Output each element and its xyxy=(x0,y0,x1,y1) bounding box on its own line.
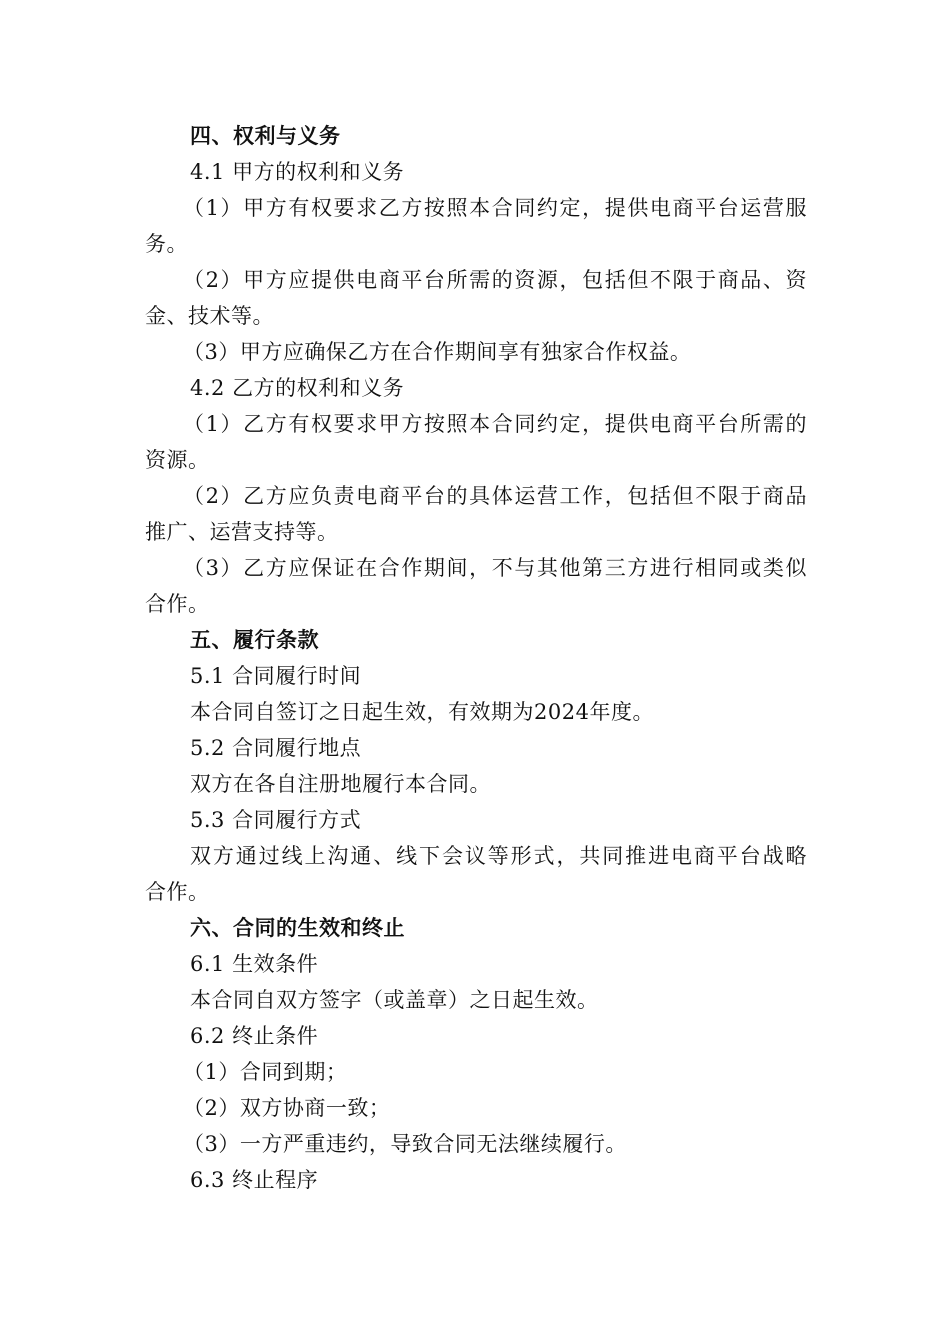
clause-b1-line1: （1）乙方有权要求甲方按照本合同约定，提供电商平台所需的 xyxy=(183,412,807,436)
clause-a2-line2: 金、技术等。 xyxy=(145,304,274,328)
clause-b2-line1: （2）乙方应负责电商平台的具体运营工作，包括但不限于商品 xyxy=(183,484,807,508)
clause-b2-line2: 推广、运营支持等。 xyxy=(145,520,339,544)
subsection-title-performance-place: 5.2 合同履行地点 xyxy=(190,736,362,760)
subsection-title-termination-conditions: 6.2 终止条件 xyxy=(190,1024,319,1048)
clause-a3: （3）甲方应确保乙方在合作期间享有独家合作权益。 xyxy=(183,340,692,364)
clause-a2-line1: （2）甲方应提供电商平台所需的资源，包括但不限于商品、资 xyxy=(183,268,807,292)
subsection-title-party-a: 4.1 甲方的权利和义务 xyxy=(190,160,405,184)
clause-b3-line2: 合作。 xyxy=(145,592,210,616)
paragraph-performance-time: 本合同自签订之日起生效，有效期为2024年度。 xyxy=(190,700,654,724)
paragraph-performance-method-line2: 合作。 xyxy=(145,880,210,904)
clause-b3-line1: （3）乙方应保证在合作期间，不与其他第三方进行相同或类似 xyxy=(183,556,807,580)
paragraph-performance-place: 双方在各自注册地履行本合同。 xyxy=(190,772,491,796)
clause-a1-line1: （1）甲方有权要求乙方按照本合同约定，提供电商平台运营服 xyxy=(183,196,807,220)
paragraph-performance-method-line1: 双方通过线上沟通、线下会议等形式，共同推进电商平台战略 xyxy=(190,844,807,868)
subsection-title-effective-conditions: 6.1 生效条件 xyxy=(190,952,319,976)
subsection-title-termination-procedure: 6.3 终止程序 xyxy=(190,1168,319,1192)
subsection-title-party-b: 4.2 乙方的权利和义务 xyxy=(190,376,405,400)
subsection-title-performance-method: 5.3 合同履行方式 xyxy=(190,808,362,832)
clause-a1-line2: 务。 xyxy=(145,232,188,256)
subsection-title-performance-time: 5.1 合同履行时间 xyxy=(190,664,362,688)
section-heading-effect-termination: 六、合同的生效和终止 xyxy=(190,915,405,940)
termination-condition-1: （1）合同到期； xyxy=(183,1060,348,1084)
paragraph-effective-conditions: 本合同自双方签字（或盖章）之日起生效。 xyxy=(190,988,599,1012)
section-heading-performance: 五、履行条款 xyxy=(190,627,319,652)
clause-b1-line2: 资源。 xyxy=(145,448,210,472)
termination-condition-3: （3）一方严重违约，导致合同无法继续履行。 xyxy=(183,1132,627,1156)
termination-condition-2: （2）双方协商一致； xyxy=(183,1096,391,1120)
section-heading-rights-obligations: 四、权利与义务 xyxy=(190,123,341,148)
document-body xyxy=(145,118,807,1198)
